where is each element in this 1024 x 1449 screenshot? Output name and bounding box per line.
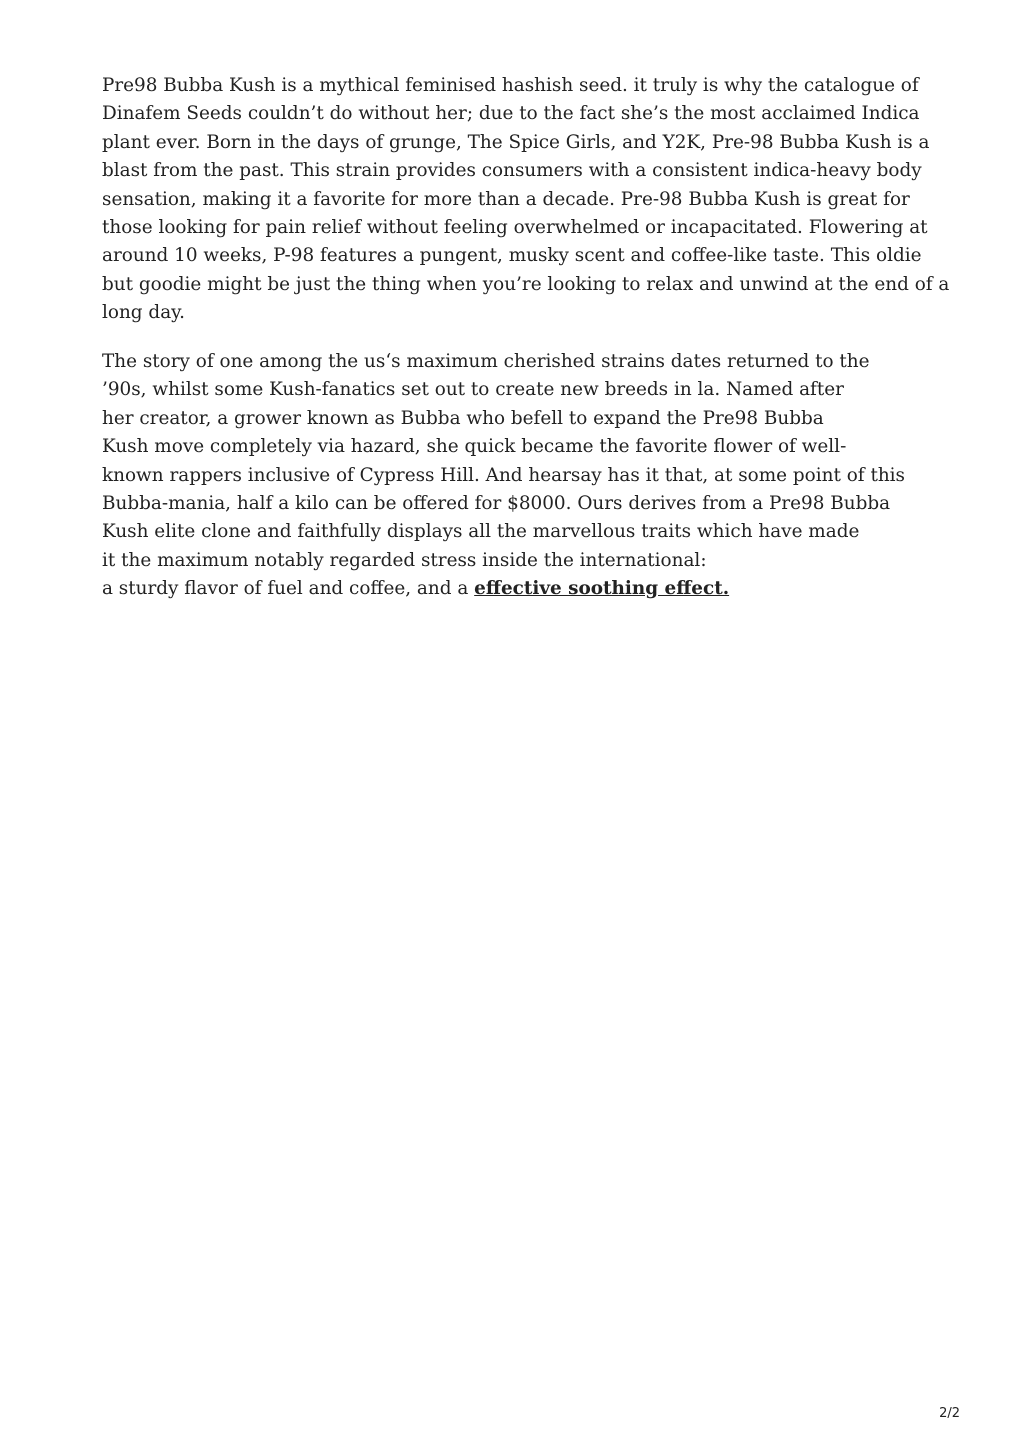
text-line: The story of one among the us‘s maximum cherished strains dates returned to the [102, 351, 870, 372]
paragraph-intro [102, 72, 949, 328]
text-line: Bubba-mania, half a kilo can be offered for $8000. Ours derives from a Pre98 Bubba [102, 493, 891, 515]
text-line: her creator, a grower known as Bubba who befell to expand the Pre98 Bubba [102, 407, 824, 429]
text-line: but goodie might be just the thing when you’re looking to relax and unwind at the end of a [102, 273, 950, 295]
page-number: 2/2 [939, 1406, 960, 1421]
text-line: Dinafem Seeds couldn’t do without her; due to the fact she’s the most acclaimed Indica [102, 103, 920, 125]
text-line-lead: a sturdy flavor of fuel and coffee, and a [102, 578, 475, 600]
text-line: known rappers inclusive of Cypress Hill. And hearsay has it that, at some point of this [102, 464, 905, 486]
text-line: sensation, making it a favorite for more than a decade. Pre-98 Bubba Kush is great for [102, 188, 910, 210]
text-line: long day. [102, 302, 185, 324]
text-line-with-link [102, 575, 905, 603]
paragraph-history [102, 348, 905, 604]
text-line: Kush elite clone and faithfully displays all the marvellous traits which have made [102, 521, 860, 543]
effect-link[interactable]: effective soothing effect. [474, 578, 730, 600]
text-line: blast from the past. This strain provides consumers with a consistent indica-heavy body [102, 160, 922, 182]
text-line: around 10 weeks, P-98 features a pungent, musky scent and coffee-like taste. This oldie [102, 245, 922, 267]
text-line: those looking for pain relief without feeling overwhelmed or incapacitated. Flowering at [102, 217, 928, 239]
text-line: Pre98 Bubba Kush is a mythical feminised hashish seed. it truly is why the catalogue of [102, 75, 919, 96]
text-line: plant ever. Born in the days of grunge, The Spice Girls, and Y2K, Pre-98 Bubba Kush is a [102, 131, 930, 153]
text-line: Kush move completely via hazard, she quick became the favorite flower of well- [102, 436, 847, 458]
text-line: it the maximum notably regarded stress inside the international: [102, 549, 707, 571]
text-line: ’90s, whilst some Kush-fanatics set out to create new breeds in la. Named after [102, 379, 844, 401]
